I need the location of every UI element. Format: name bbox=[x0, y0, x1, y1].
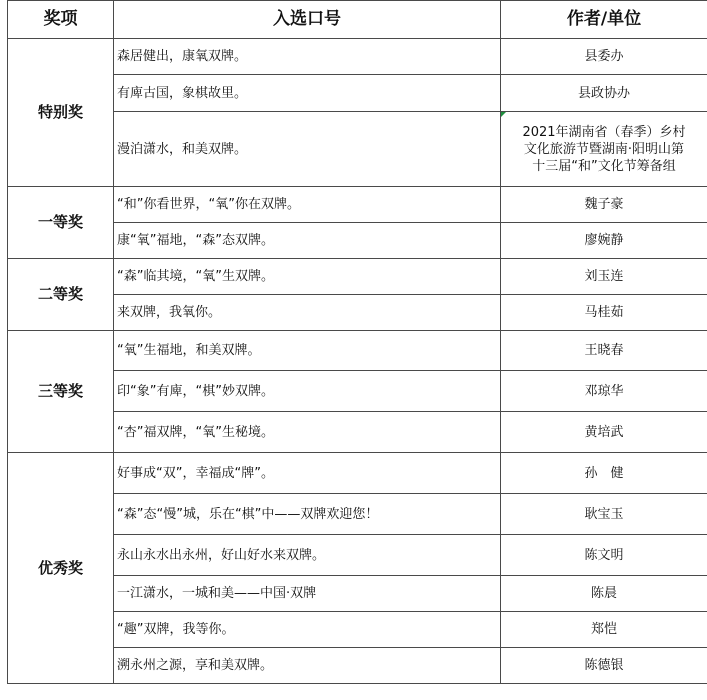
author-cell: 陈文明 bbox=[501, 535, 707, 576]
slogan-cell: “和”你看世界，“氧”你在双牌。 bbox=[114, 187, 501, 223]
author-cell: 刘玉连 bbox=[501, 259, 707, 295]
author-cell: 孙 健 bbox=[501, 453, 707, 494]
slogan-cell: 好事成“双”，幸福成“牌”。 bbox=[114, 453, 501, 494]
award-second: 二等奖 bbox=[8, 259, 114, 331]
slogan-cell: 溯永州之源，享和美双牌。 bbox=[114, 648, 501, 684]
author-line: 2021年湖南省（春季）乡村 bbox=[522, 124, 686, 140]
table-row bbox=[8, 331, 707, 371]
author-cell: 王晓春 bbox=[501, 331, 707, 371]
author-line: 十三届“和”文化节筹备组 bbox=[532, 158, 676, 174]
header-row bbox=[8, 1, 707, 39]
author-cell: 陈德银 bbox=[501, 648, 707, 684]
author-cell: 邓琼华 bbox=[501, 371, 707, 412]
author-cell: 廖婉静 bbox=[501, 223, 707, 259]
slogan-cell: 漫泊潇水，和美双牌。 bbox=[114, 112, 501, 187]
table-row bbox=[8, 259, 707, 295]
author-cell: 郑恺 bbox=[501, 612, 707, 648]
author-cell: 县政协办 bbox=[501, 75, 707, 112]
slogan-cell: “杏”福双牌，“氧”生秘境。 bbox=[114, 412, 501, 453]
author-cell: 魏子豪 bbox=[501, 187, 707, 223]
award-first: 一等奖 bbox=[8, 187, 114, 259]
author-cell: 县委办 bbox=[501, 39, 707, 75]
table-row bbox=[8, 39, 707, 75]
slogan-cell: “森”临其境，“氧”生双牌。 bbox=[114, 259, 501, 295]
table-row bbox=[8, 453, 707, 494]
header-slogan: 入选口号 bbox=[114, 1, 501, 39]
award-excellent: 优秀奖 bbox=[8, 453, 114, 684]
slogan-cell: “森”态“慢”城，乐在“棋”中——双牌欢迎您！ bbox=[114, 494, 501, 535]
slogan-cell: 康“氧”福地，“森”态双牌。 bbox=[114, 223, 501, 259]
slogan-cell: “氧”生福地，和美双牌。 bbox=[114, 331, 501, 371]
author-cell: 陈晨 bbox=[501, 576, 707, 612]
author-cell: 耿宝玉 bbox=[501, 494, 707, 535]
slogan-cell: 来双牌，我氧你。 bbox=[114, 295, 501, 331]
award-third: 三等奖 bbox=[8, 331, 114, 453]
author-cell bbox=[501, 112, 707, 187]
slogan-cell: 森居健出，康氧双牌。 bbox=[114, 39, 501, 75]
slogan-cell: 印“象”有庳，“棋”妙双牌。 bbox=[114, 371, 501, 412]
slogan-cell: “趣”双牌，我等你。 bbox=[114, 612, 501, 648]
award-special: 特别奖 bbox=[8, 39, 114, 187]
header-award: 奖项 bbox=[8, 1, 114, 39]
author-cell: 马桂茹 bbox=[501, 295, 707, 331]
header-author: 作者/单位 bbox=[501, 1, 707, 39]
author-line: 文化旅游节暨湖南·阳明山第 bbox=[523, 141, 685, 157]
slogan-cell: 一江潇水，一城和美——中国·双牌 bbox=[114, 576, 501, 612]
slogan-cell: 永山永水出永州，好山好水来双牌。 bbox=[114, 535, 501, 576]
author-cell: 黄培武 bbox=[501, 412, 707, 453]
table-row bbox=[8, 187, 707, 223]
award-table bbox=[7, 0, 707, 684]
slogan-cell: 有庳古国，象棋故里。 bbox=[114, 75, 501, 112]
